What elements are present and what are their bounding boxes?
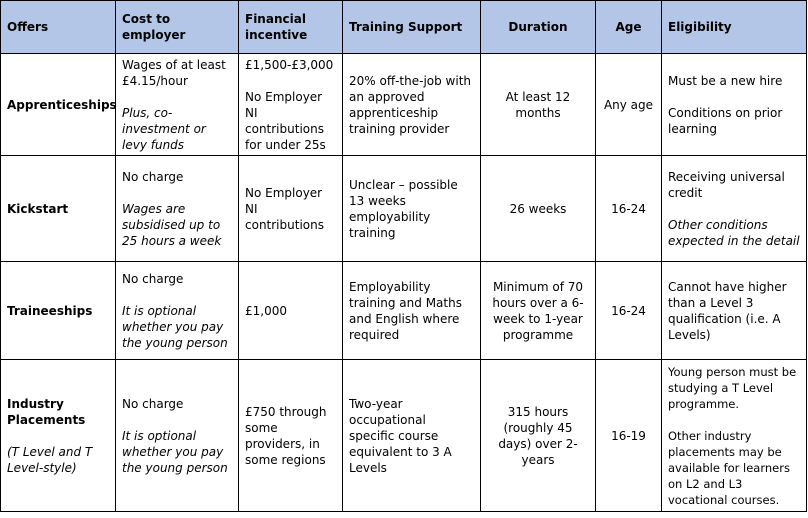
offer-name: Industry Placements	[7, 396, 86, 427]
duration-cell	[481, 360, 596, 512]
age-cell	[596, 262, 662, 360]
cost-note: Plus, co-investment or levy funds	[122, 105, 206, 152]
cost-note: Wages are subsidised up to 25 hours a week	[122, 201, 222, 248]
duration-text: Minimum of 70 hours over a 6-week to 1-year programme	[492, 279, 584, 342]
offer-cell	[1, 360, 116, 512]
eligibility-cell	[662, 262, 807, 360]
table-row	[1, 360, 807, 512]
financial-cell	[239, 262, 343, 360]
offer-cell	[1, 156, 116, 262]
duration-text: 26 weeks	[509, 201, 567, 216]
age-text: 16-19	[611, 428, 646, 443]
training-cell	[343, 360, 481, 512]
duration-cell	[481, 156, 596, 262]
cost-cell	[116, 54, 239, 156]
age-text: Any age	[603, 97, 654, 112]
training-text: Employability training and Maths and English where required	[349, 279, 462, 342]
header-offers: Offers	[1, 1, 116, 54]
training-text: 20% off-the-job with an approved apprenticeship training provider	[349, 73, 472, 136]
financial-primary: £750 through some providers, in some regions	[245, 404, 327, 467]
training-cell	[343, 156, 481, 262]
eligibility-secondary: Conditions on prior learning	[668, 105, 783, 136]
table-row	[1, 262, 807, 360]
duration-text: 315 hours (roughly 45 days) over 2-years	[498, 404, 578, 467]
financial-cell	[239, 54, 343, 156]
cost-main: No charge	[122, 169, 184, 184]
age-text: 16-24	[611, 303, 646, 318]
header-duration: Duration	[481, 1, 596, 54]
cost-main: No charge	[122, 271, 184, 286]
table-row	[1, 54, 807, 156]
financial-secondary: No Employer NI contributions for under 25s	[245, 89, 326, 152]
offer-name: Apprenticeships	[7, 97, 117, 112]
training-cell	[343, 54, 481, 156]
header-age: Age	[596, 1, 662, 54]
training-text: Two-year occupational specific course equivalent to 3 A Levels	[349, 396, 452, 475]
header-financial-incentive: Financial incentive	[239, 1, 343, 54]
offer-name: Traineeships	[7, 303, 93, 318]
cost-main: No charge	[122, 396, 184, 411]
cost-cell	[116, 156, 239, 262]
eligibility-primary: Cannot have higher than a Level 3 qualification (i.e. A Levels)	[668, 279, 787, 342]
table-row	[1, 156, 807, 262]
cost-cell	[116, 360, 239, 512]
cost-main: Wages of at least £4.15/hour	[122, 57, 226, 88]
offer-note: (T Level and T Level-style)	[7, 444, 93, 475]
age-cell	[596, 360, 662, 512]
duration-cell	[481, 54, 596, 156]
age-cell	[596, 156, 662, 262]
eligibility-primary: Young person must be studying a T Level programme.	[668, 364, 797, 411]
age-text: 16-24	[611, 201, 646, 216]
eligibility-cell	[662, 54, 807, 156]
financial-cell	[239, 360, 343, 512]
offer-cell	[1, 54, 116, 156]
training-text: Unclear – possible 13 weeks employability training	[349, 177, 458, 240]
header-row	[1, 1, 807, 54]
age-cell	[596, 54, 662, 156]
cost-note: It is optional whether you pay the young person	[122, 428, 228, 475]
eligibility-cell	[662, 156, 807, 262]
eligibility-primary: Receiving universal credit	[668, 169, 785, 200]
training-cell	[343, 262, 481, 360]
financial-primary: £1,500-£3,000	[245, 57, 334, 72]
eligibility-secondary: Other conditions expected in the detail	[668, 217, 800, 248]
offer-name: Kickstart	[7, 201, 69, 216]
header-eligibility: Eligibility	[662, 1, 807, 54]
financial-cell	[239, 156, 343, 262]
financial-primary: £1,000	[245, 303, 287, 318]
cost-cell	[116, 262, 239, 360]
eligibility-primary: Must be a new hire	[668, 73, 783, 88]
financial-primary: No Employer NI contributions	[245, 185, 324, 232]
header-training-support: Training Support	[343, 1, 481, 54]
eligibility-secondary: Other industry placements may be available for learners on L2 and L3 vocational courses.	[668, 428, 790, 507]
header-cost-to-employer: Cost to employer	[116, 1, 239, 54]
offer-cell	[1, 262, 116, 360]
duration-text: At least 12 months	[505, 89, 571, 120]
duration-cell	[481, 262, 596, 360]
cost-note: It is optional whether you pay the young person	[122, 303, 228, 350]
eligibility-cell	[662, 360, 807, 512]
